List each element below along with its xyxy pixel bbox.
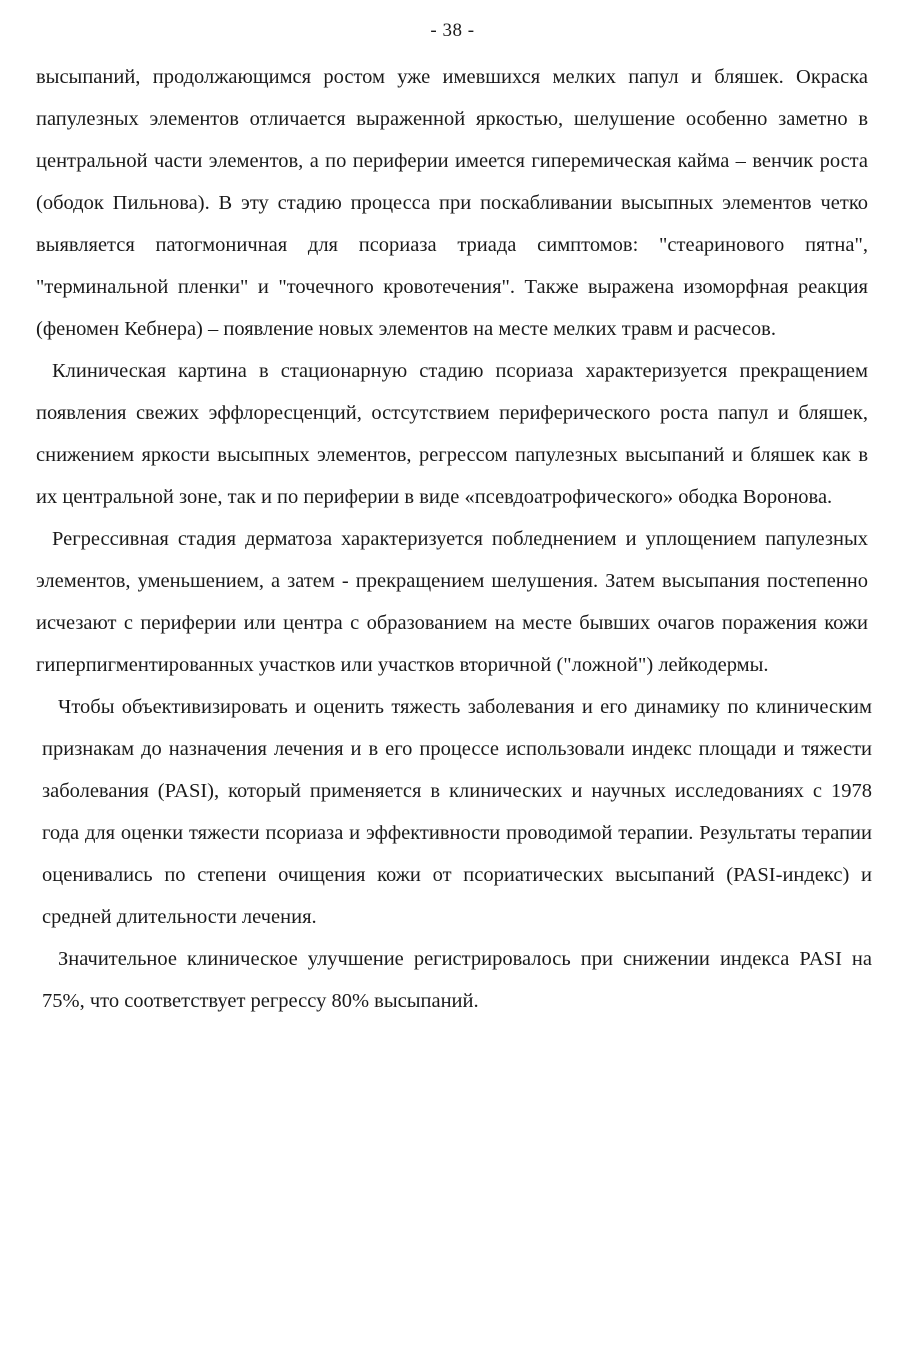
paragraph-clinical-improvement: Значительное клиническое улучшение регистрировалось при снижении индекса PASI на 75%, что соответствует регрессу 80% высыпаний. xyxy=(42,948,872,1012)
paragraph-regressive-stage: Регрессивная стадия дерматоза характеризуется побледнением и уплощением папулезных элементов, уменьшением, а затем - прекращением шелушения. Затем высыпания постепенно исчезают с периферии или центра с образованием на месте бывших очагов поражения кожи гиперпигментированных участков или участков вторичной ("ложной") лейкодермы. xyxy=(36,528,868,676)
body-text xyxy=(36,56,872,1022)
paragraph-stationary-stage: Клиническая картина в стационарную стадию псориаза характеризуется прекращением появления свежих эффлоресценций, остсутствием периферического роста папул и бляшек, снижением яркости высыпных элементов, регрессом папулезных высыпаний и бляшек как в их центральной зоне, так и по периферии в виде «псевдоатрофического» ободка Воронова. xyxy=(36,360,868,508)
paragraph-stage-progressive-continued: высыпаний, продолжающимся ростом уже имевшихся мелких папул и бляшек. Окраска папулезных элементов отличается выраженной яркостью, шелушение особенно заметно в центральной части элементов, а по периферии имеется гиперемическая кайма – венчик роста (ободок Пильнова). В эту стадию процесса при поскабливании высыпных элементов четко выявляется патогмоничная для псориаза триада симптомов: "стеаринового пятна", "терминальной пленки" и "точечного кровотечения". Также выражена изоморфная реакция (феномен Кебнера) – появление новых элементов на месте мелких травм и расчесов. xyxy=(36,66,868,340)
page-number: - 38 - xyxy=(430,20,475,41)
paragraph-pasi-index: Чтобы объективизировать и оценить тяжесть заболевания и его динамику по клиническим признакам до назначения лечения и в его процессе использовали индекс площади и тяжести заболевания (PASI), который применяется в клинических и научных исследованиях с 1978 года для оценки тяжести псориаза и эффективности проводимой терапии. Результаты терапии оценивались по степени очищения кожи от псориатических высыпаний (PASI-индекс) и средней длительности лечения. xyxy=(42,696,872,928)
